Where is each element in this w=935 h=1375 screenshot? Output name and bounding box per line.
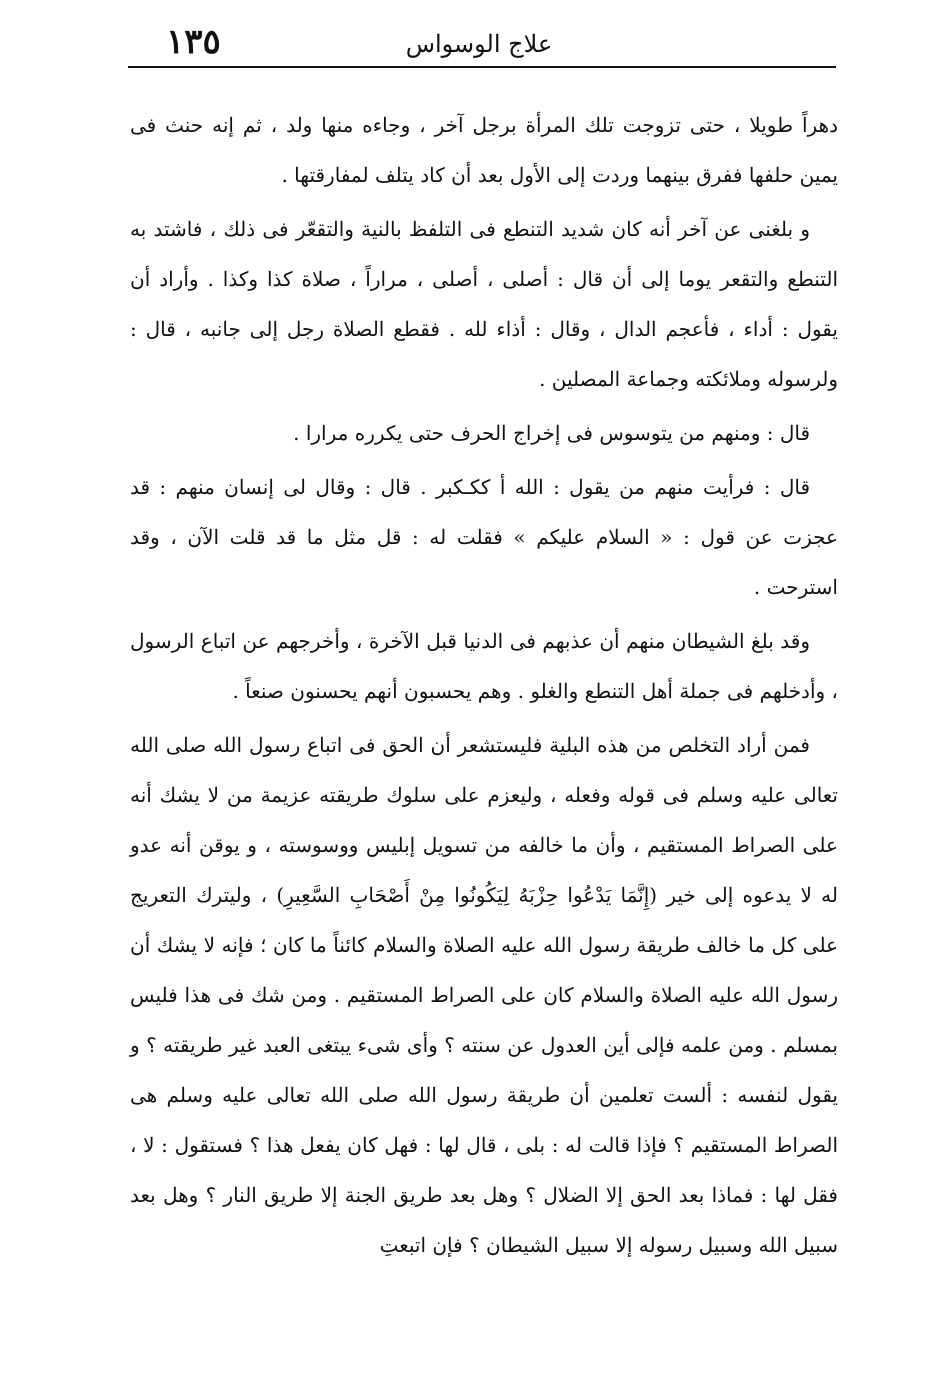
paragraph-5: وقد بلغ الشيطان منهم أن عذبهم فى الدنيا قبل الآخرة ، وأخرجهم عن اتباع الرسول ، وأدخلهم فى جملة أهل التنطع والغلو . وهم يحسبون أنهم يحسنون صنعاً . (130, 629, 838, 703)
paragraph-6: فمن أراد التخلص من هذه البلية فليستشعر أن الحق فى اتباع رسول الله صلى الله تعالى عليه وسلم فى قوله وفعله ، وليعزم على سلوك طريقته عزيمة من لا يشك أنه على الصراط المستقيم ، وأن ما خالفه من تسويل إبليس ووسوسته ، و يوقن أنه عدو له لا يدعوه إلى خير (إِنَّمَا يَدْعُوا حِزْبَهُ لِيَكُونُوا مِنْ أَصْحَابِ السَّعِيرِ) ، وليترك التعريج على كل ما خالف طريقة رسول الله عليه الصلاة والسلام كائناً ما كان ؛ فإنه لا يشك أن رسول الله عليه الصلاة والسلام كان على الصراط المستقيم . ومن شك فى هذا فليس بمسلم . ومن علمه فإلى أين العدول عن سنته ؟ وأى شىء يبتغى العبد غير طريقته ؟ و يقول لنفسه : ألست تعلمين أن طريقة رسول الله صلى الله تعالى عليه وسلم هى الصراط المستقيم ؟ فإذا قالت له : بلى ، قال لها : فهل كان يفعل هذا ؟ فستقول : لا ، فقل لها : فماذا بعد الحق إلا الضلال ؟ وهل بعد طريق الجنة إلا طريق النار ؟ وهل بعد سبيل الله وسبيل رسوله إلا سبيل الشيطان ؟ فإن اتبعتِ (130, 733, 838, 1257)
running-title: علاج الوسواس (405, 30, 553, 58)
page-header (128, 18, 830, 66)
paragraph-3: قال : ومنهم من يتوسوس فى إخراج الحرف حتى يكرره مرارا . (293, 421, 810, 445)
paragraph-2: و بلغنى عن آخر أنه كان شديد التنطع فى التلفظ بالنية والتقعّر فى ذلك ، فاشتد به التنطع والتقعر يوما إلى أن قال : أصلى ، أصلى ، مراراً ، صلاة كذا وكذا . وأراد أن يقول : أداء ، فأعجم الدال ، وقال : أذاء لله . فقطع الصلاة رجل إلى جانبه ، قال : ولرسوله وملائكته وجماعة المصلين . (130, 217, 838, 391)
body-text (130, 100, 838, 1282)
header-divider (128, 66, 836, 68)
paragraph-1: دهراً طويلا ، حتى تزوجت تلك المرأة برجل آخر ، وجاءه منها ولد ، ثم إنه حنث فى يمين حلفها ففرق بينهما وردت إلى الأول بعد أن كاد يتلف لمفارقتها . (130, 113, 838, 187)
paragraph-4: قال : فرأيت منهم من يقول : الله أ ككـكبر . قال : وقال لى إنسان منهم : قد عجزت عن قول : « السلام عليكم » فقلت له : قل مثل ما قد قلت الآن ، وقد استرحت . (130, 475, 838, 599)
page-number: ١٣٥ (166, 22, 221, 62)
